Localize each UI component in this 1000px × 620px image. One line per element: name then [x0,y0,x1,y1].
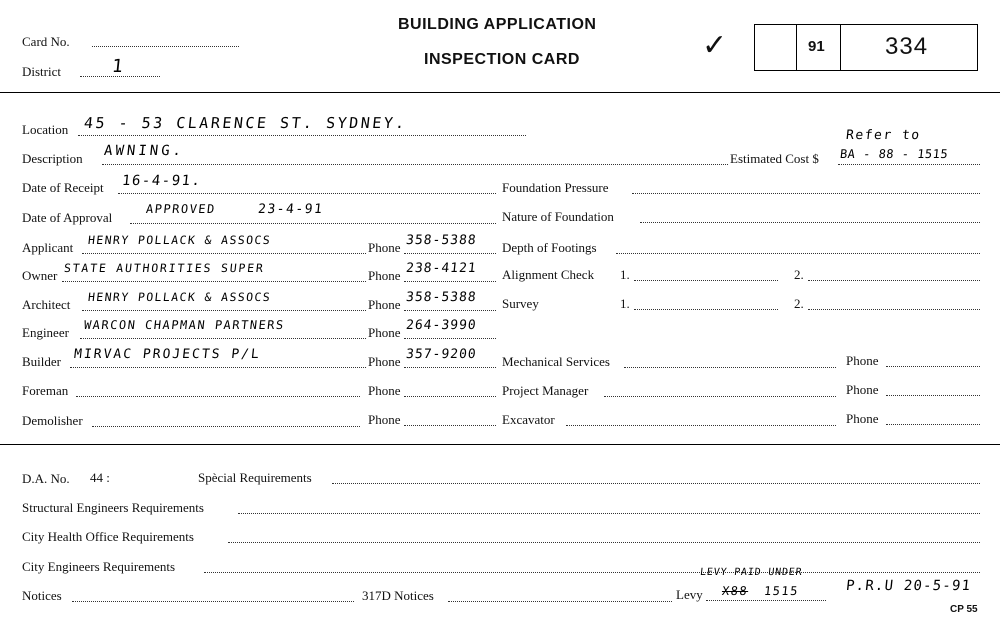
alignment-num1: 1. [620,267,630,282]
levy-line[interactable] [706,600,826,601]
description-label: Description [22,151,83,166]
city-engineers-label: City Engineers Requirements [22,559,176,574]
owner-phone-label: Phone [368,268,401,283]
da-value: 44 : [90,470,110,485]
architect-phone-label: Phone [368,297,401,312]
pru-value: P.R.U 20-5-91 [845,578,973,594]
applicant-phone-line[interactable] [404,253,496,254]
foreman-phone-label: Phone [368,383,401,398]
estimated-cost-line[interactable] [838,164,980,165]
survey-line2[interactable] [808,309,980,310]
excavator-label: Excavator [502,412,555,427]
architect-line[interactable] [82,310,366,311]
description-line[interactable] [102,164,728,165]
project-manager-line[interactable] [604,396,836,397]
applicant-value: HENRY POLLACK & ASSOCS [87,233,272,247]
builder-label: Builder [22,354,61,369]
location-line[interactable] [78,135,526,136]
levy-value: 1515 [763,584,800,598]
alignment-num2: 2. [794,267,804,282]
project-manager-phone-line[interactable] [886,395,980,396]
foreman-phone-line[interactable] [404,396,496,397]
owner-line[interactable] [62,281,366,282]
levy-struck-value: X88 [721,584,749,598]
owner-phone: 238-4121 [405,261,478,276]
engineer-phone: 264-3990 [405,318,478,333]
foundation-pressure-label: Foundation Pressure [502,180,609,195]
approval-status: APPROVED [145,202,217,216]
builder-phone-label: Phone [368,354,401,369]
survey-label: Survey [502,296,539,311]
nature-foundation-label: Nature of Foundation [502,209,614,224]
box-large-number: 334 [885,33,929,60]
header-divider [0,92,1000,93]
levy-label: Levy [676,587,703,602]
notices-line[interactable] [72,601,354,602]
architect-value: HENRY POLLACK & ASSOCS [87,290,272,304]
owner-value: STATE AUTHORITIES SUPER [63,261,266,275]
architect-label: Architect [22,297,71,312]
levy-note: LEVY PAID UNDER [699,567,803,578]
approval-label: Date of Approval [22,210,113,225]
section-divider [0,444,1000,445]
demolisher-phone-line[interactable] [404,425,496,426]
receipt-value: 16-4-91. [121,173,203,189]
approval-line[interactable] [130,223,496,224]
engineer-label: Engineer [22,325,69,340]
demolisher-phone-label: Phone [368,412,401,427]
estimated-cost-label: Estimated Cost $ [730,151,819,166]
box-small-number: 91 [808,38,825,55]
form-code: CP 55 [950,604,978,615]
foreman-label: Foreman [22,383,69,398]
card-number-box [754,24,978,71]
district-value: 1 [110,56,126,77]
demolisher-line[interactable] [92,426,360,427]
da-label: D.A. No. [22,471,70,486]
receipt-label: Date of Receipt [22,180,104,195]
estimated-cost-value: BA - 88 - 1515 [839,147,949,161]
demolisher-label: Demolisher [22,413,83,428]
project-manager-label: Project Manager [502,383,589,398]
applicant-line[interactable] [82,253,366,254]
location-value: 45 - 53 CLARENCE ST. SYDNEY. [83,114,408,132]
architect-phone: 358-5388 [405,290,478,305]
mechanical-phone-label: Phone [846,353,879,368]
survey-num2: 2. [794,296,804,311]
card-no-line[interactable] [92,46,239,47]
nature-foundation-line[interactable] [640,222,980,223]
applicant-phone-label: Phone [368,240,401,255]
owner-label: Owner [22,268,58,283]
survey-num1: 1. [620,296,630,311]
survey-line1[interactable] [634,309,778,310]
engineer-value: WARCON CHAPMAN PARTNERS [83,318,286,332]
builder-phone-line[interactable] [404,367,496,368]
special-requirements-label: Spècial Requirements [198,470,312,485]
alignment-line1[interactable] [634,280,778,281]
architect-phone-line[interactable] [404,310,496,311]
excavator-phone-label: Phone [846,411,879,426]
city-engineers-line[interactable] [204,572,980,573]
notices-317d-label: 317D Notices [362,588,434,603]
health-requirements-line[interactable] [228,542,980,543]
title-line1: BUILDING APPLICATION [398,16,597,33]
excavator-phone-line[interactable] [886,424,980,425]
special-requirements-line[interactable] [332,483,980,484]
mechanical-line[interactable] [624,367,836,368]
mechanical-phone-line[interactable] [886,366,980,367]
description-value: AWNING. [103,143,185,159]
project-manager-phone-label: Phone [846,382,879,397]
foreman-line[interactable] [76,396,360,397]
owner-phone-line[interactable] [404,281,496,282]
card-no-label: Card No. [22,34,70,49]
applicant-phone: 358-5388 [405,233,478,248]
applicant-label: Applicant [22,240,74,255]
engineer-phone-line[interactable] [404,338,496,339]
alignment-line2[interactable] [808,280,980,281]
health-requirements-label: City Health Office Requirements [22,529,194,544]
structural-requirements-line[interactable] [238,513,980,514]
estimated-cost-note: Refer to [845,128,922,143]
notices-317d-line[interactable] [448,601,672,602]
builder-phone: 357-9200 [405,347,478,362]
depth-footings-label: Depth of Footings [502,240,597,255]
mechanical-label: Mechanical Services [502,354,610,369]
depth-footings-line[interactable] [616,253,980,254]
engineer-line[interactable] [80,338,366,339]
alignment-label: Alignment Check [502,267,595,282]
district-label: District [22,64,61,79]
notices-label: Notices [22,588,62,603]
excavator-line[interactable] [566,425,836,426]
builder-value: MIRVAC PROJECTS P/L [73,347,262,362]
structural-requirements-label: Structural Engineers Requirements [22,500,204,515]
location-label: Location [22,122,69,137]
engineer-phone-label: Phone [368,325,401,340]
foundation-pressure-line[interactable] [632,193,980,194]
title-line2: INSPECTION CARD [424,51,580,68]
builder-line[interactable] [70,367,366,368]
approval-date: 23-4-91 [257,202,325,217]
check-mark: ✓ [702,28,728,63]
receipt-line[interactable] [118,193,496,194]
